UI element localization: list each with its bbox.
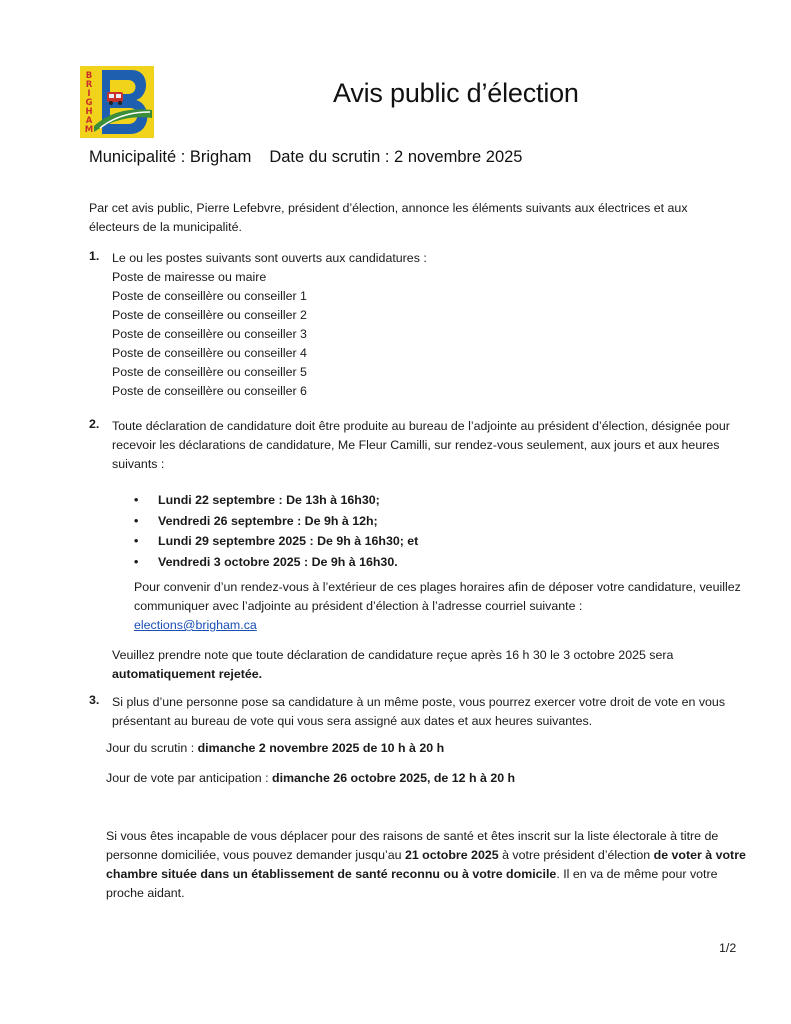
page-title: Avis public d’élection bbox=[333, 78, 579, 108]
list-item: Poste de conseillère ou conseiller 1 bbox=[112, 289, 307, 303]
deadline-note: Veuillez prendre note que toute déclaration de candidature reçue après 16 h 30 le 3 octobre 2025 sera automatiquement rejetée. bbox=[112, 648, 674, 681]
posts-list bbox=[112, 249, 427, 401]
section-2-number: 2. bbox=[89, 417, 100, 431]
municipality: Municipalité : Brigham bbox=[89, 148, 252, 166]
list-item: Poste de conseillère ou conseiller 5 bbox=[112, 365, 307, 379]
list-item: Poste de conseillère ou conseiller 6 bbox=[112, 384, 307, 398]
vote-day: Jour du scrutin : dimanche 2 novembre 2025 de 10 h à 20 h bbox=[106, 741, 445, 755]
svg-text:H: H bbox=[85, 107, 93, 117]
contact-paragraph: Pour convenir d’un rendez-vous à l’extérieur de ces plages horaires afin de déposer votre candidature, veuillez communiquer avec l’adjointe au président d’élection à l’adresse courriel suivante : elections@brigham.ca bbox=[134, 580, 741, 632]
list-item: • Vendredi 26 septembre : De 9h à 12h; bbox=[134, 511, 418, 532]
svg-text:G: G bbox=[85, 98, 93, 108]
bullet-icon: • bbox=[134, 534, 139, 548]
bullet-icon: • bbox=[134, 513, 139, 528]
vote-date: Date du scrutin : 2 novembre 2025 bbox=[269, 148, 523, 166]
section-1-number: 1. bbox=[89, 249, 100, 263]
list-item: • Lundi 22 septembre : De 13h à 16h30; bbox=[134, 490, 418, 511]
list-item: Poste de conseillère ou conseiller 3 bbox=[112, 327, 307, 341]
svg-text:I: I bbox=[87, 89, 91, 99]
section-3-text: Si plus d’une personne pose sa candidature à un même poste, vous pourrez exercer votre droit de vote en vous présentant au bureau de vote qui vous sera assigné aux dates et aux heures suivantes. bbox=[112, 695, 726, 728]
svg-text:M: M bbox=[84, 125, 94, 135]
list-item: Poste de conseillère ou conseiller 2 bbox=[112, 308, 307, 322]
schedule-list bbox=[134, 490, 418, 572]
section-2-text: Toute déclaration de candidature doit être produite au bureau de l’adjointe au président d’élection, désignée pour recevoir les déclarations de candidature, Me Fleur Camilli, sur rendez-vous seulement, aux jours et aux heures suivants : bbox=[112, 419, 730, 471]
section-1-heading: Le ou les postes suivants sont ouverts aux candidatures : bbox=[112, 251, 427, 265]
bullet-icon: • bbox=[134, 493, 139, 507]
brigham-logo bbox=[80, 66, 154, 138]
logo-letters bbox=[85, 71, 93, 135]
svg-text:R: R bbox=[85, 80, 93, 90]
advance-vote-day: Jour de vote par anticipation : dimanche 26 octobre 2025, de 12 h à 20 h bbox=[106, 771, 516, 785]
list-item: Poste de conseillère ou conseiller 4 bbox=[112, 346, 307, 360]
list-item: • Lundi 29 septembre 2025 : De 9h à 16h30; et bbox=[134, 531, 418, 552]
list-item: Poste de mairesse ou maire bbox=[112, 270, 267, 284]
home-vote-paragraph: Si vous êtes incapable de vous déplacer pour des raisons de santé et êtes inscrit sur la liste électorale à titre de personne domiciliée, vous pouvez demander jusqu’au 21 octobre 2025 à votre président d’élection de voter à votre chambre située dans un établissement de santé reconnu ou à votre domicile. Il en va de même pour votre proche aidant. bbox=[106, 829, 746, 900]
email-link[interactable]: elections@brigham.ca bbox=[134, 618, 257, 632]
bullet-icon: • bbox=[134, 554, 139, 569]
svg-text:B: B bbox=[85, 71, 93, 81]
list-item: • Vendredi 3 octobre 2025 : De 9h à 16h30. bbox=[134, 552, 418, 573]
header-line bbox=[89, 148, 522, 167]
section-3-number: 3. bbox=[89, 693, 100, 707]
intro-paragraph: Par cet avis public, Pierre Lefebvre, président d’élection, annonce les éléments suivants aux électrices et aux électeurs de la municipalité. bbox=[89, 201, 688, 234]
svg-text:A: A bbox=[85, 116, 93, 126]
page-number: 1/2 bbox=[719, 941, 737, 955]
